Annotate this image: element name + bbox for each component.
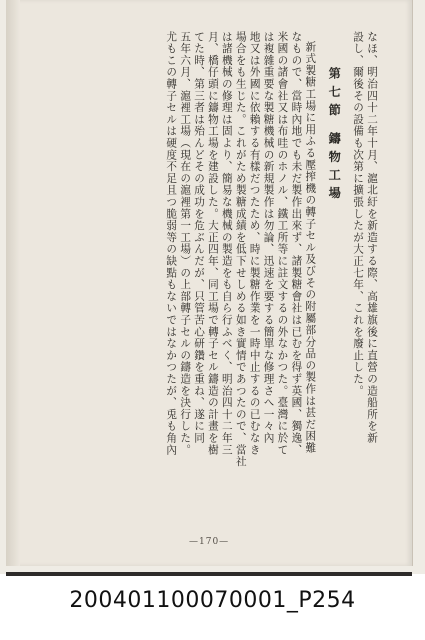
line-gap	[340, 31, 350, 517]
text-line: てた時、第三者は殆んどその成功を危ぶんだが、只管苦心研鑽を重ね、遂に同	[193, 31, 206, 444]
section-heading: 第七節 鑄物工場	[327, 67, 342, 205]
text-line: なもので、當時內地でも未だ製作出來ず、諸製糖會社は已むを得ず英國、獨逸、	[290, 31, 303, 456]
text-line: なほ、明治四十二年十月、滬北紆を新造する際、高雄旗後に直營の造船所を新	[366, 31, 378, 444]
text-line: 米國の諸會社又は布哇のホノル、鐵工所等に註文するの外なかつた。臺灣に於て	[276, 31, 289, 456]
vertical-body-text	[163, 31, 378, 517]
text-line: 新式製糖工場に用ふる壓搾機の轉子セル及びその附屬部分品の製作は甚だ困難	[304, 41, 317, 454]
text-line: 地又は外國に依賴する有樣だつたため、時に製糖作業を一時中止するの已むなき	[248, 31, 261, 456]
book-page	[6, 0, 413, 566]
text-line: 月、橋仔頭に鑄物工場を建設した。大正四年、同工場で轉子セル鑄造の計畫を樹	[206, 31, 219, 456]
text-line: 場合をも生じた。これがため製糖成績を低下せしめる如き實情であつたので、當社	[234, 31, 247, 468]
page-number: —170—	[189, 537, 230, 547]
text-line: 五年六月、滬裡工場（現在の滬裡第一工場）の上部轉子セルの鑄造を決行した。	[179, 31, 192, 456]
text-line: は複雜重要な製糖機械の新規製作は勿論、迅速を要する簡單な修理さへ一々內	[262, 31, 275, 444]
page-binding-shadow	[6, 0, 20, 566]
scan-edge-strip	[6, 572, 412, 576]
line-gap	[316, 31, 326, 517]
scan-id-caption: 200401100070001_P254	[69, 588, 356, 613]
text-line: は諸機械の修理は固より、簡易な機械の製造をも自ら行ふべく、明治四十二年三	[220, 31, 233, 456]
text-line: 設し、爾後その設備も次第に擴張したが大正七年、これを廢止した。	[352, 31, 365, 397]
text-line: 尤もこの轉子セルは硬度不足且つ脆弱等の缺點もないではなかつたが、兎も角內	[165, 31, 178, 456]
